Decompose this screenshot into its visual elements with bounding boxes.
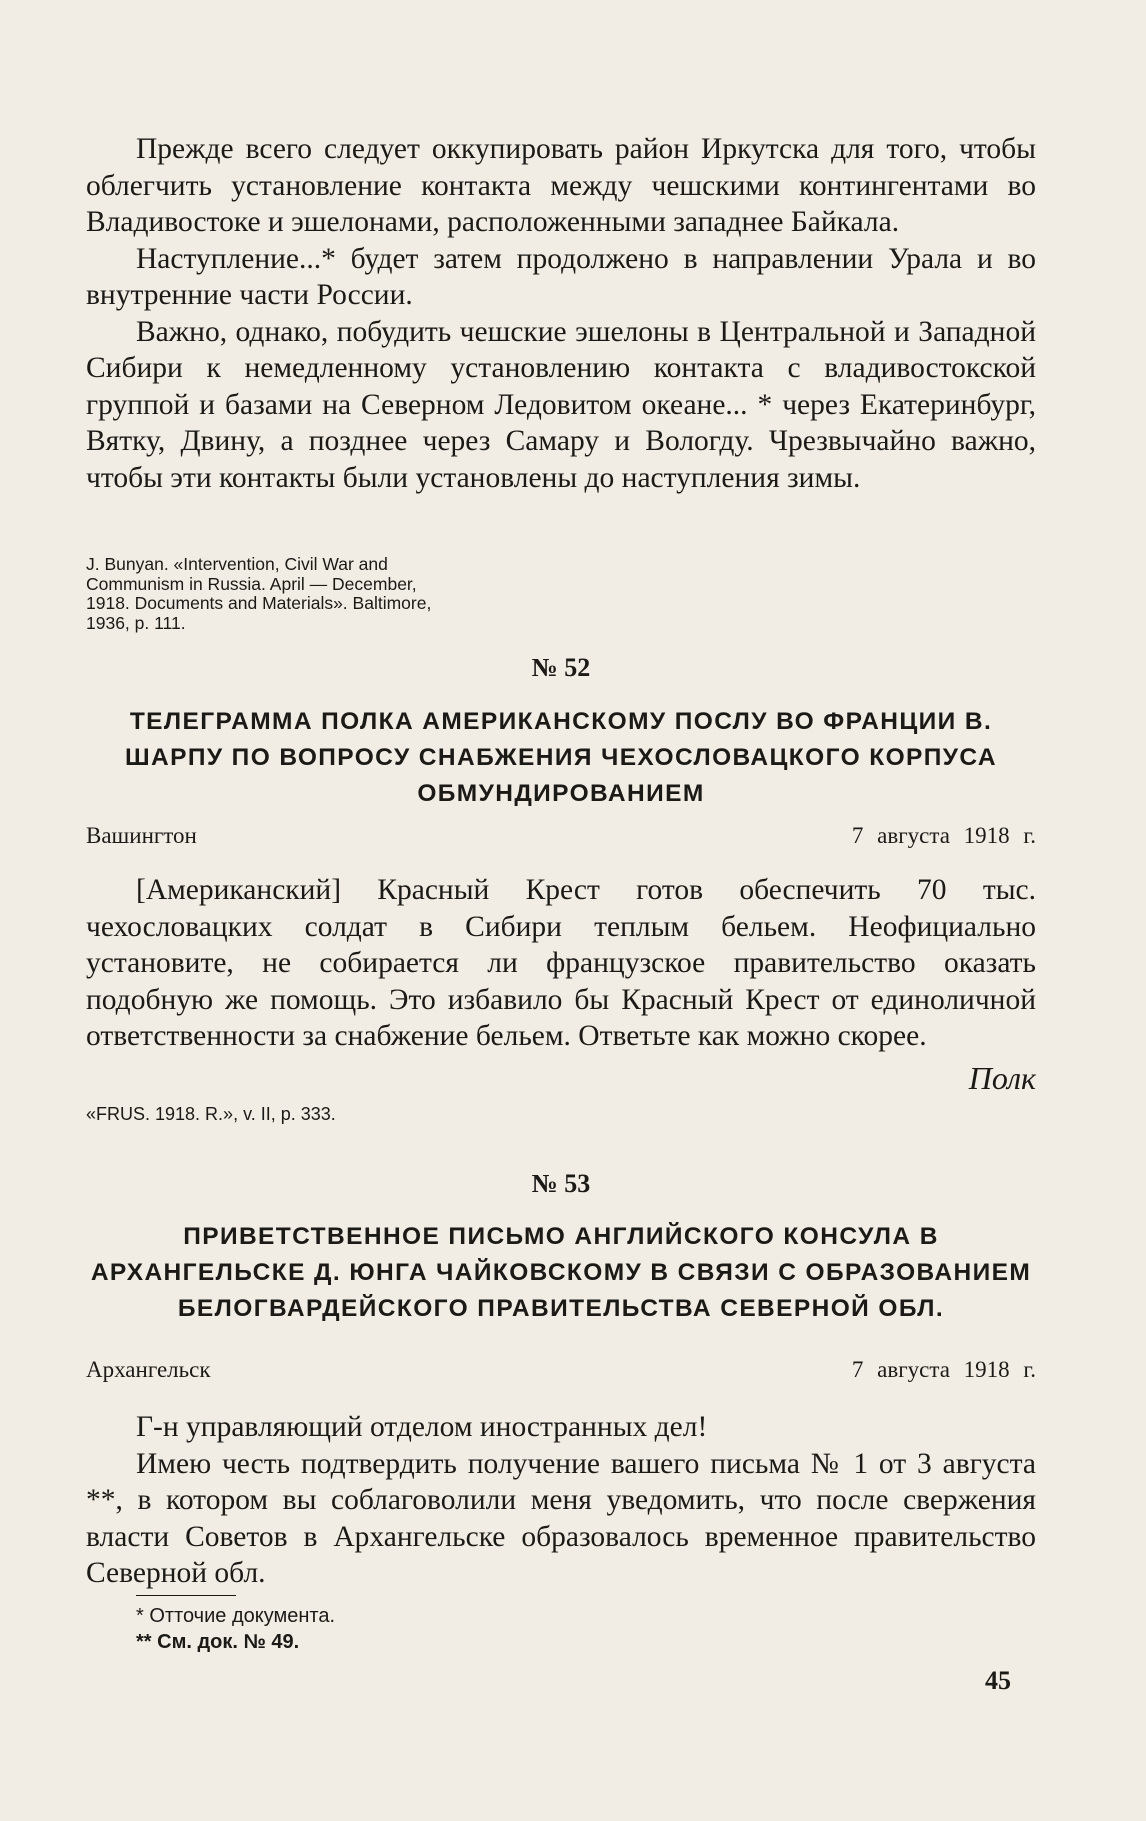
document-number: № 52 [531,653,591,682]
body-text [86,1409,1036,1592]
place: Архангельск [86,1357,211,1382]
page-number: 45 [985,1666,1011,1695]
footnote: * Отточие документа. [136,1605,336,1627]
dateline [86,823,1036,849]
footnote-rule [136,1595,236,1596]
document-heading: ТЕЛЕГРАММА ПОЛКА АМЕРИКАНСКОМУ ПОСЛУ ВО ФРАНЦИИ В. ШАРПУ ПО ВОПРОСУ СНАБЖЕНИЯ ЧЕХОСЛОВАЦКОГО КОРПУСА ОБМУНДИРОВАНИЕМ [124,708,998,807]
paragraph: Г-н управляющий отделом иностранных дел! [136,1411,708,1443]
paragraph: Имею честь подтвердить получение вашего письма № 1 от 3 августа **, в котором вы соблаговолили меня уведомить, что после свержения власти Советов в Архангельске образовалось временное правительство Северной обл. [86,1447,1036,1589]
body-text [86,872,1036,1055]
source-citation: J. Bunyan. «Intervention, Civil War and Communism in Russia. April — December, 1918. Documents and Materials». Baltimore, 1936, p. 111. [86,554,432,633]
source-citation: «FRUS. 1918. R.», v. II, p. 333. [86,1104,336,1124]
dateline [86,1357,1036,1383]
date: 7 августа 1918 г. [851,1357,1036,1382]
signature: Полк [968,1060,1036,1096]
footnotes [136,1603,736,1655]
place: Вашингтон [86,823,197,848]
document-heading: ПРИВЕТСТВЕННОЕ ПИСЬМО АНГЛИЙСКОГО КОНСУЛА В АРХАНГЕЛЬСКЕ Д. ЮНГА ЧАЙКОВСКОМУ В СВЯЗИ С ОБРАЗОВАНИЕМ БЕЛОГВАРДЕЙСКОГО ПРАВИТЕЛЬСТВА СЕВЕРНОЙ ОБЛ. [90,1223,1032,1322]
document-number: № 53 [531,1169,591,1198]
paragraph: Прежде всего следует оккупировать район Иркутска для того, чтобы облегчить установление контакта между чешскими контингентами во Владивостоке и эшелонами, расположенными западнее Байкала. [86,133,1036,238]
paragraph: Наступление...* будет затем продолжено в направлении Урала и во внутренние части России. [86,242,1036,311]
footnote: ** См. док. № 49. [136,1631,300,1653]
body-text-intro [86,131,1036,496]
paragraph: [Американский] Красный Крест готов обеспечить 70 тыс. чехословацких солдат в Сибири теплым бельем. Неофициально установите, не собирается ли французское правительство оказать подобную же помощь. Это избавило бы Красный Крест от единоличной ответственности за снабжение бельем. Ответьте как можно скорее. [86,874,1036,1052]
date: 7 августа 1918 г. [851,823,1036,848]
paragraph: Важно, однако, побудить чешские эшелоны в Центральной и Западной Сибири к немедленному установлению контакта с владивостокской группой и базами на Северном Ледовитом океане... * через Екатеринбург, Вятку, Двину, а позднее через Самару и Вологду. Чрезвычайно важно, чтобы эти контакты были установлены до наступления зимы. [86,315,1036,494]
